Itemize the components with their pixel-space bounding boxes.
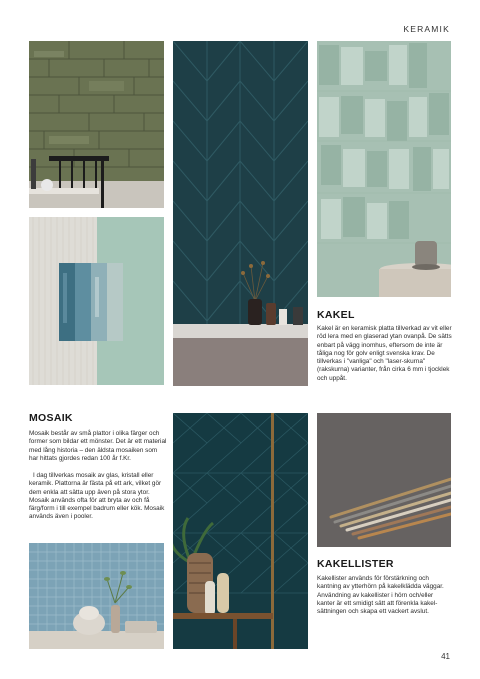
photo-pyramid-tiles: [173, 413, 308, 649]
kakel-body: Kakel är en keramisk platta tillverkad av vit eller röd lera med en glaserad ytan ovanpå. De sätts enbart på vägg inomhus, eftersom de inte är tåliga nog för golv enligt svenska krav. De tillverkas i "vanliga" och "laser-skurna" (rakskurna) varianter, från cirka 6 mm i tjocklek och uppåt.: [317, 325, 452, 382]
chevron-tiles-illustration: [173, 41, 308, 386]
kakel-heading: KAKEL: [317, 309, 355, 321]
mosaik-body-2: I dag tillverkas mosaik av glas, kristall eller keramik. Plattorna är fästa på ett ark, vilket gör dem enkla att sätta upp även på stora ytor. Mosaik används ofta för att bryta av och få färg/form i till exempel badrum eller kök. Mosaik används även i pooler.: [29, 472, 165, 521]
photo-pale-tiles: [317, 41, 451, 297]
kakellister-heading: KAKELLISTER: [317, 558, 394, 570]
blue-glazed-tiles-illustration: [29, 217, 164, 385]
photo-blue-glazed-tiles: [29, 217, 164, 385]
photo-tile-trims: [317, 413, 451, 547]
photo-green-tiles: [29, 41, 164, 208]
blue-mosaic-illustration: [29, 543, 164, 649]
photo-blue-mosaic: [29, 543, 164, 649]
page-number: 41: [441, 652, 450, 661]
kakellister-body: Kakellister används för förstärkning och kantning av ytterhörn på kakelklädda väggar. Användning av kakellister i hörn och/eller kanter är ett smidigt sätt att förenkla kakel-sättningen och skapa ett vackert avslut.: [317, 575, 444, 616]
tile-trims-illustration: [317, 413, 451, 547]
photo-chevron-tiles: [173, 41, 308, 386]
green-tiles-illustration: [29, 41, 164, 208]
mosaik-heading: MOSAIK: [29, 412, 73, 424]
pale-tiles-illustration: [317, 41, 451, 297]
pyramid-tiles-illustration: [173, 413, 308, 649]
mosaik-body-1: Mosaik består av små plattor i olika färger och former som bildar ett mönster. Det är ett material med lång historia – den äldsta mosaiken som har hittats gjordes redan 100 år f.Kr.: [29, 430, 167, 462]
section-label: KERAMIK: [403, 24, 450, 34]
